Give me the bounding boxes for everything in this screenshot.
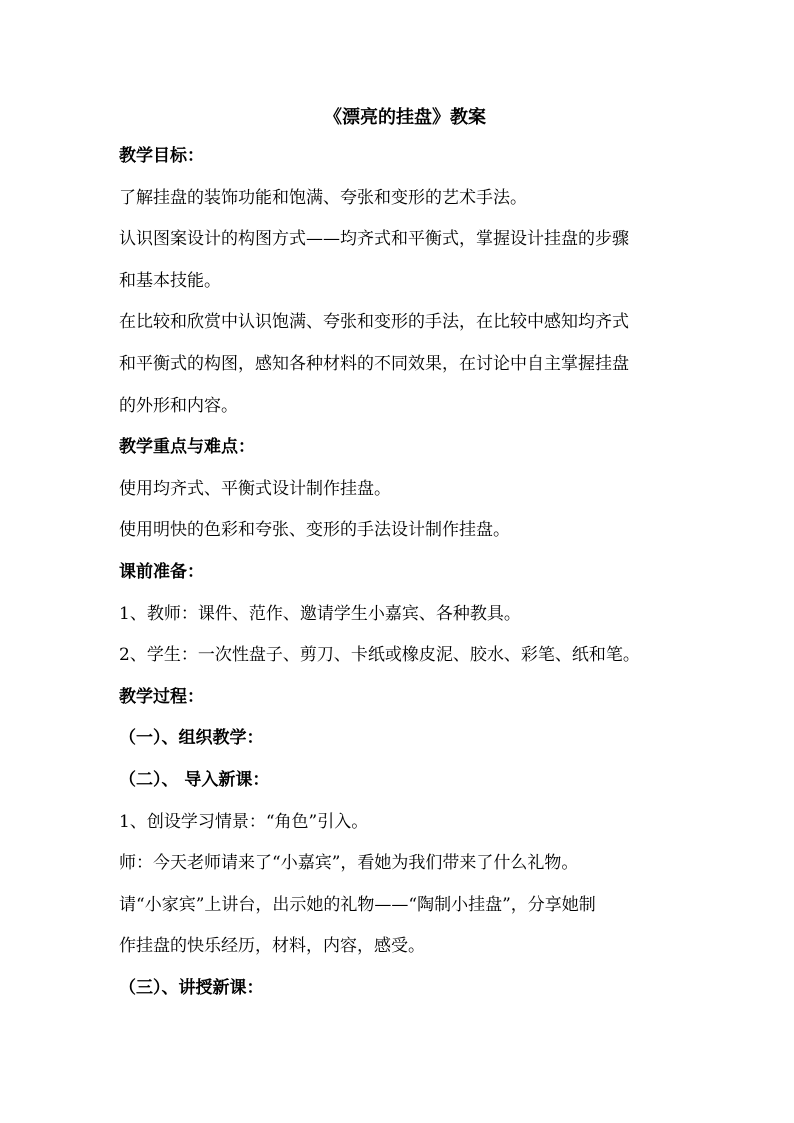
step-introduce-3-line-1: 请“小家宾”上讲台，出示她的礼物——“陶制小挂盘”，分享她制 bbox=[119, 894, 596, 915]
preparation-heading: 课前准备： bbox=[119, 561, 204, 582]
goal-1: 了解挂盘的装饰功能和饱满、夸张和变形的艺术手法。 bbox=[119, 187, 527, 208]
preparation-student: 2、学生：一次性盘子、剪刀、卡纸或橡皮泥、胶水、彩笔、纸和笔。 bbox=[119, 645, 640, 666]
goals-heading: 教学目标： bbox=[119, 146, 204, 166]
key-point-2: 使用明快的色彩和夸张、变形的手法设计制作挂盘。 bbox=[119, 520, 510, 541]
goal-3-line-3: 的外形和内容。 bbox=[119, 395, 238, 416]
goal-2-line-1: 认识图案设计的构图方式——均齐式和平衡式，掌握设计挂盘的步骤 bbox=[119, 229, 629, 250]
step-introduce-2: 师：今天老师请来了“小嘉宾”，看她为我们带来了什么礼物。 bbox=[119, 853, 579, 874]
goal-3-line-2: 和平衡式的构图，感知各种材料的不同效果，在讨论中自主掌握挂盘 bbox=[119, 353, 629, 374]
step-introduce-1: 1、创设学习情景：“角色”引入。 bbox=[119, 811, 369, 832]
step-teach: （三）、讲授新课： bbox=[119, 977, 264, 998]
process-heading: 教学过程： bbox=[119, 686, 204, 707]
document-body bbox=[119, 100, 679, 1009]
key-points-heading: 教学重点与难点： bbox=[119, 437, 255, 458]
goal-2-line-2: 和基本技能。 bbox=[119, 270, 221, 291]
key-point-1: 使用均齐式、平衡式设计制作挂盘。 bbox=[119, 478, 391, 499]
step-introduce-3-line-2: 作挂盘的快乐经历，材料，内容，感受。 bbox=[119, 936, 425, 957]
preparation-teacher: 1、教师：课件、范作、邀请学生小嘉宾、各种教具。 bbox=[119, 603, 521, 624]
document-title: 《漂亮的挂盘》教案 bbox=[324, 107, 486, 128]
goal-3-line-1: 在比较和欣赏中认识饱满、夸张和变形的手法，在比较中感知均齐式 bbox=[119, 312, 629, 333]
step-organize: （一）、组织教学： bbox=[119, 728, 264, 749]
step-introduce: （二）、 导入新课： bbox=[119, 769, 270, 790]
